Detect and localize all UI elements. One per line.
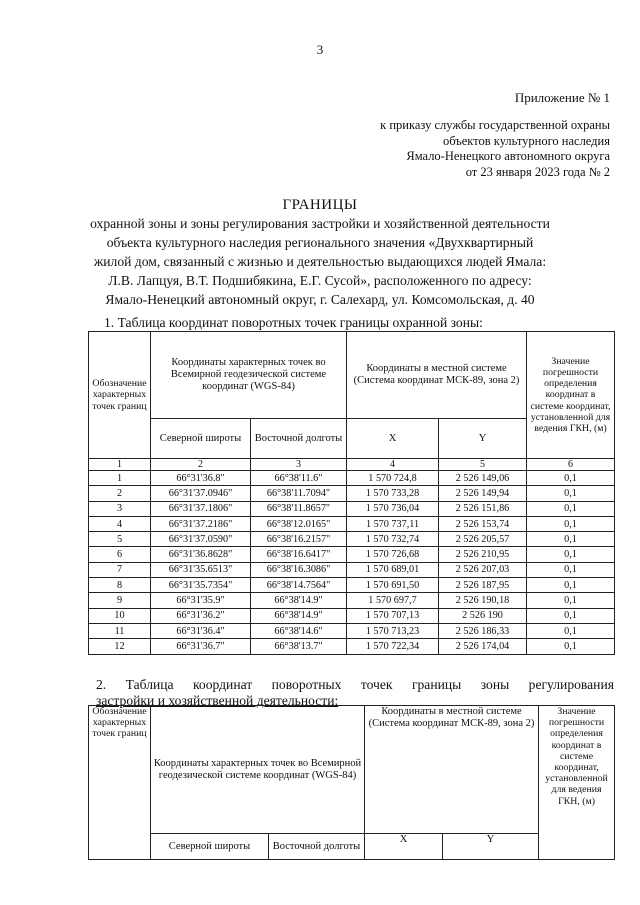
header-designation: Обозначение характерных точек границ [89,706,151,860]
latitude: 66°31'37.0946" [151,486,251,501]
coord-y: 2 526 190,18 [439,593,527,608]
point-number: 6 [89,547,151,562]
subtitle-line: жилой дом, связанный с жизнью и деятельностью выдающихся людей Ямала: [93,254,547,269]
table-row [89,593,615,608]
coord-x: 1 570 707,13 [347,608,439,623]
latitude: 66°31'36.8628" [151,547,251,562]
coord-y: 2 526 207,03 [439,562,527,577]
header-longitude: Восточной долготы [269,834,365,860]
heading-word: поворотных [271,677,342,692]
subtitle-line: охранной зоны и зоны регулирования застройки и хозяйственной деятельности [90,216,550,231]
order-line: объектов культурного наследия [443,133,610,148]
longitude: 66°38'11.6" [251,471,347,486]
heading-word: зоны [480,677,510,692]
coord-x: 1 570 736,04 [347,501,439,516]
header-y: Y [443,834,539,860]
latitude: 66°31'36.7" [151,639,251,654]
coord-y: 2 526 153,74 [439,516,527,531]
longitude: 66°38'14.9" [251,608,347,623]
heading-word: координат [193,677,253,692]
page-number: 3 [316,42,324,57]
header-error: Значение погрешности определения координат в системе координат, установленной для ведения ГКН, (м) [527,332,615,459]
table-row [89,608,615,623]
error-value: 0,1 [527,562,615,577]
error-value: 0,1 [527,578,615,593]
header-latitude: Северной широты [151,419,251,459]
error-value: 0,1 [527,547,615,562]
header-wgs84: Координаты характерных точек во Всемирной геодезической системе координат (WGS-84) [151,332,347,419]
index-cell: 4 [347,459,439,471]
point-number: 3 [89,501,151,516]
longitude: 66°38'12.0165" [251,516,347,531]
coord-y: 2 526 174,04 [439,639,527,654]
error-value: 0,1 [527,608,615,623]
coord-x: 1 570 722,34 [347,639,439,654]
coord-x: 1 570 726,68 [347,547,439,562]
header-designation: Обозначение характерных точек границ [89,332,151,459]
heading-word: границы [411,677,462,692]
appendix-label: Приложение № 1 [514,90,610,105]
index-cell: 1 [89,459,151,471]
header-local-system: Координаты в местной системе (Система координат МСК-89, зона 2) [347,332,527,419]
coord-y: 2 526 187,95 [439,578,527,593]
error-value: 0,1 [527,532,615,547]
error-value: 0,1 [527,501,615,516]
header-latitude: Северной широты [151,834,269,860]
point-number: 12 [89,639,151,654]
coord-y: 2 526 210,95 [439,547,527,562]
latitude: 66°31'35.7354" [151,578,251,593]
subtitle-line: Ямало-Ненецкий автономный округ, г. Салехард, ул. Комсомольская, д. 40 [105,292,535,307]
coord-y: 2 526 205,57 [439,532,527,547]
longitude: 66°38'16.6417" [251,547,347,562]
point-number: 10 [89,608,151,623]
regulation-zone-coordinates-table [88,705,615,860]
column-index-row [89,459,615,471]
point-number: 9 [89,593,151,608]
longitude: 66°38'16.2157" [251,532,347,547]
table-row [89,501,615,516]
table-row [89,516,615,531]
point-number: 1 [89,471,151,486]
coord-x: 1 570 732,74 [347,532,439,547]
error-value: 0,1 [527,593,615,608]
latitude: 66°31'35.6513" [151,562,251,577]
index-cell: 6 [527,459,615,471]
table1-heading: 1. Таблица координат поворотных точек границы охранной зоны: [104,315,483,330]
longitude: 66°38'14.6" [251,623,347,638]
latitude: 66°31'36.4" [151,623,251,638]
coord-x: 1 570 724,8 [347,471,439,486]
table-row [89,486,615,501]
index-cell: 2 [151,459,251,471]
point-number: 2 [89,486,151,501]
protection-zone-coordinates-table [88,331,615,655]
table2-heading-line1 [96,677,614,693]
table-row [89,532,615,547]
index-cell: 5 [439,459,527,471]
index-cell: 3 [251,459,347,471]
header-longitude: Восточной долготы [251,419,347,459]
coord-y: 2 526 151,86 [439,501,527,516]
subtitle-line: Л.В. Лапцуя, В.Т. Подшибякина, Е.Г. Сусой», расположенного по адресу: [108,273,532,288]
header-wgs84: Координаты характерных точек во Всемирной геодезической системе координат (WGS-84) [151,706,365,834]
table-row [89,578,615,593]
subtitle-line: объекта культурного наследия регионального значения «Двухквартирный [106,235,534,250]
point-number: 7 [89,562,151,577]
coord-y: 2 526 149,94 [439,486,527,501]
heading-word: 2. [96,677,107,692]
order-line: от 23 января 2023 года № 2 [465,164,610,179]
header-error: Значение погрешности определения координат в системе координат, установленной для ведения ГКН, (м) [539,706,615,860]
longitude: 66°38'13.7" [251,639,347,654]
coord-x: 1 570 691,50 [347,578,439,593]
heading-word: Таблица [125,677,174,692]
table-row [89,623,615,638]
heading-word: регулирования [528,677,614,692]
longitude: 66°38'14.7564" [251,578,347,593]
coord-x: 1 570 713,23 [347,623,439,638]
header-x: X [347,419,439,459]
document-subtitle [40,214,600,309]
latitude: 66°31'35.9" [151,593,251,608]
point-number: 11 [89,623,151,638]
point-number: 8 [89,578,151,593]
longitude: 66°38'14.9" [251,593,347,608]
table1-body [89,471,615,655]
error-value: 0,1 [527,486,615,501]
latitude: 66°31'37.0590" [151,532,251,547]
header-x: X [365,834,443,860]
coord-x: 1 570 689,01 [347,562,439,577]
point-number: 4 [89,516,151,531]
header-y: Y [439,419,527,459]
latitude: 66°31'37.1806" [151,501,251,516]
table-row [89,471,615,486]
table2-heading-line2: застройки и хозяйственной деятельности: [96,693,339,708]
order-line: Ямало-Ненецкого автономного округа [406,149,610,163]
error-value: 0,1 [527,639,615,654]
coord-y: 2 526 186,33 [439,623,527,638]
longitude: 66°38'11.7094" [251,486,347,501]
coord-x: 1 570 733,28 [347,486,439,501]
order-line: к приказу службы государственной охраны [380,118,610,132]
document-title: ГРАНИЦЫ [282,197,358,213]
error-value: 0,1 [527,471,615,486]
coord-y: 2 526 190 [439,608,527,623]
point-number: 5 [89,532,151,547]
table-row [89,547,615,562]
coord-x: 1 570 697,7 [347,593,439,608]
error-value: 0,1 [527,516,615,531]
longitude: 66°38'11.8657" [251,501,347,516]
order-reference [380,118,610,180]
longitude: 66°38'16.3086" [251,562,347,577]
latitude: 66°31'37.2186" [151,516,251,531]
heading-word: точек [360,677,393,692]
coord-x: 1 570 737,11 [347,516,439,531]
table-row [89,639,615,654]
coord-y: 2 526 149,06 [439,471,527,486]
table-row [89,562,615,577]
latitude: 66°31'36.2" [151,608,251,623]
latitude: 66°31'36.8" [151,471,251,486]
error-value: 0,1 [527,623,615,638]
header-local-system: Координаты в местной системе (Система координат МСК-89, зона 2) [365,706,539,834]
